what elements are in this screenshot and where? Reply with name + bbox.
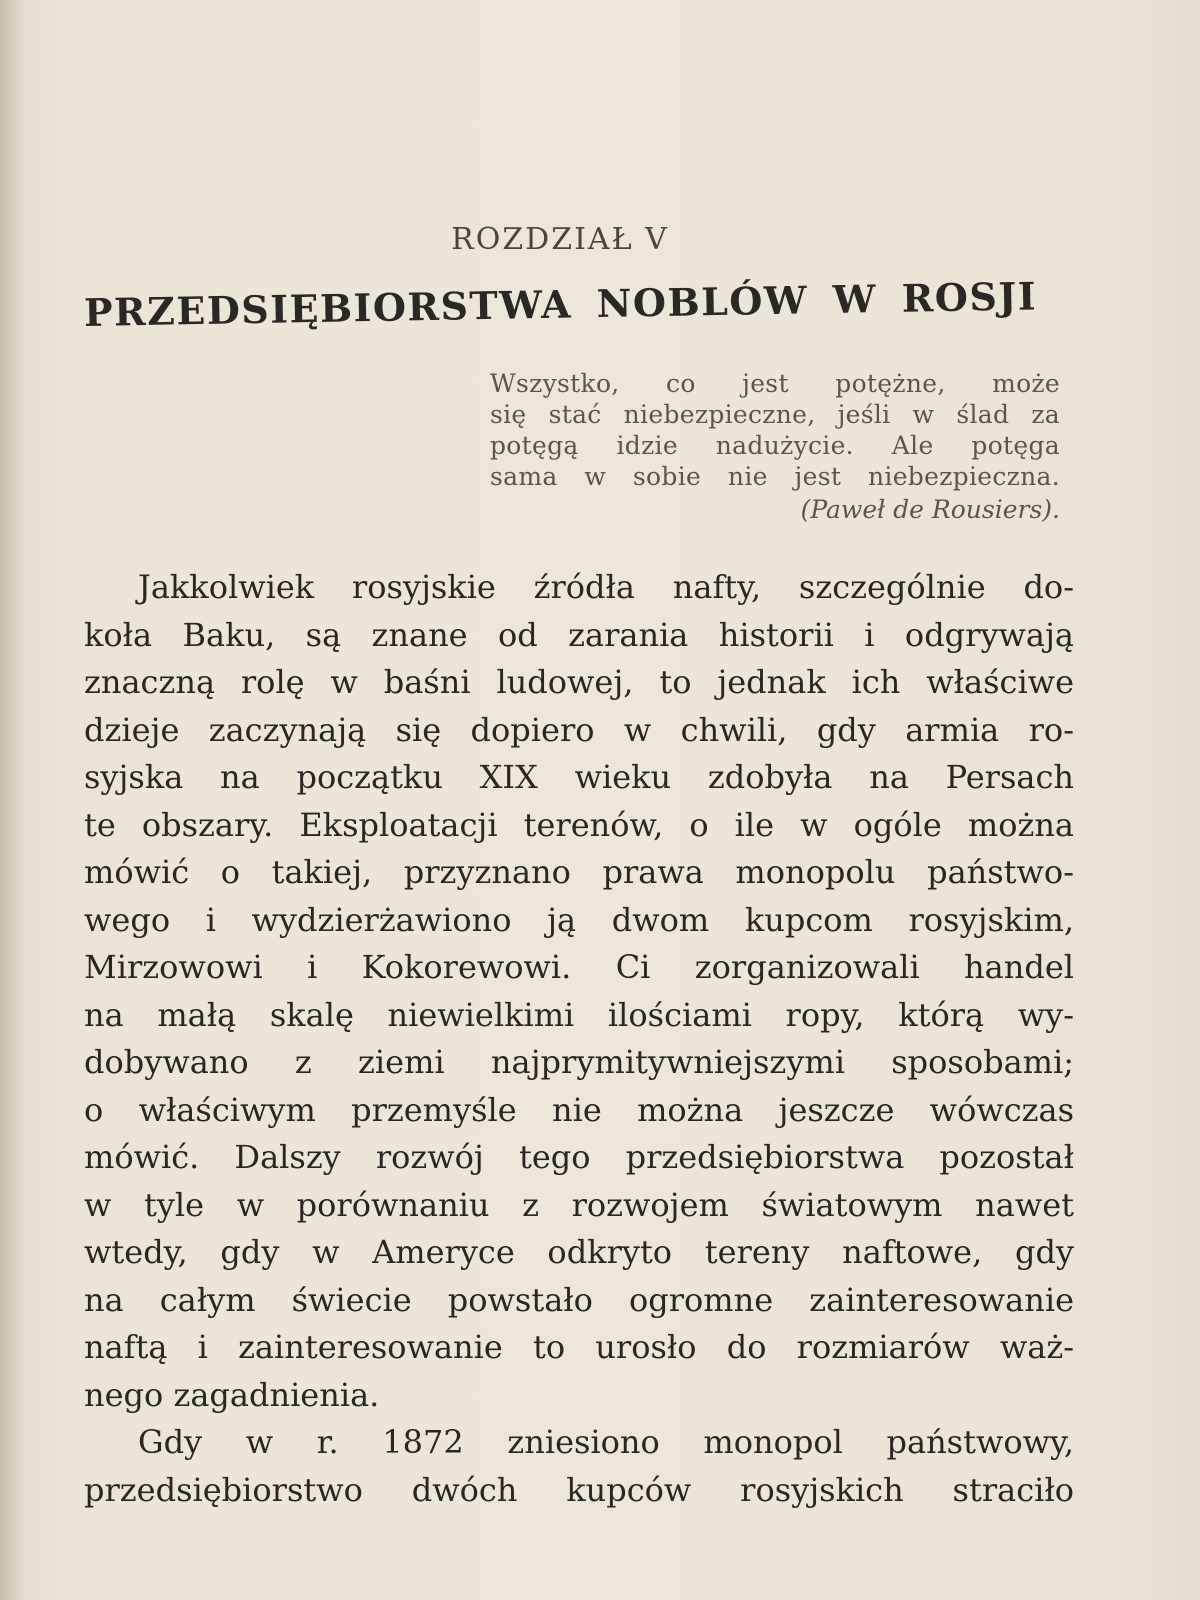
body-line: mówić o takiej, przyznano prawa monopolu państwo-: [84, 853, 1074, 891]
body-line: wego i wydzierżawiono ją dwom kupcom rosyjskim,: [84, 900, 1074, 939]
body-line: znaczną rolę w baśni ludowej, to jednak ich właściwe: [84, 663, 1074, 701]
body-line: o właściwym przemyśle nie można jeszcze wówczas: [84, 1090, 1074, 1129]
epigraph-author: (Paweł de Rousiers).: [800, 495, 1060, 524]
body-line: w tyle w porównaniu z rozwojem światowym nawet: [84, 1185, 1074, 1224]
body-line: syjska na początku XIX wieku zdobyła na Persach: [84, 758, 1074, 796]
body-line: Jakkolwiek rosyjskie źródła nafty, szczególnie do-: [138, 568, 1074, 606]
body-line: dzieje zaczynają się dopiero w chwili, gdy armia ro-: [84, 710, 1074, 749]
body-line: nego zagadnienia.: [84, 1375, 380, 1414]
epigraph: [490, 368, 1060, 525]
body-line: mówić. Dalszy rozwój tego przedsiębiorstwa pozostał: [84, 1138, 1074, 1176]
epigraph-line: Wszystko, co jest potężne, może: [490, 369, 1060, 398]
chapter-title: PRZEDSIĘBIORSTWA NOBLÓW W ROSJI: [83, 273, 1038, 335]
epigraph-line: potęgą idzie nadużycie. Ale potęga: [490, 431, 1060, 460]
body-line: te obszary. Eksploatacji terenów, o ile w ogóle można: [84, 805, 1074, 844]
body-line: dobywano z ziemi najprymitywniejszymi sposobami;: [84, 1043, 1074, 1081]
body-line: na całym świecie powstało ogromne zainteresowanie: [84, 1280, 1074, 1319]
body-line: przedsiębiorstwo dwóch kupców rosyjskich straciło: [84, 1470, 1074, 1509]
body-line: wtedy, gdy w Ameryce odkryto tereny naftowe, gdy: [84, 1233, 1074, 1271]
epigraph-line: się stać niebezpieczne, jeśli w ślad za: [490, 400, 1060, 429]
body-text: [84, 564, 1074, 1514]
chapter-label: ROZDZIAŁ V: [451, 222, 669, 257]
body-line: koła Baku, są znane od zarania historii i odgrywają: [84, 615, 1074, 654]
epigraph-line: sama w sobie nie jest niebezpieczna.: [490, 462, 1060, 491]
body-line: na małą skalę niewielkimi ilościami ropy, którą wy-: [84, 995, 1074, 1034]
body-line: Mirzowowi i Kokorewowi. Ci zorganizowali handel: [84, 948, 1074, 986]
body-line: naftą i zainteresowanie to urosło do rozmiarów waż-: [84, 1328, 1074, 1366]
body-line: Gdy w r. 1872 zniesiono monopol państwowy,: [138, 1423, 1074, 1461]
